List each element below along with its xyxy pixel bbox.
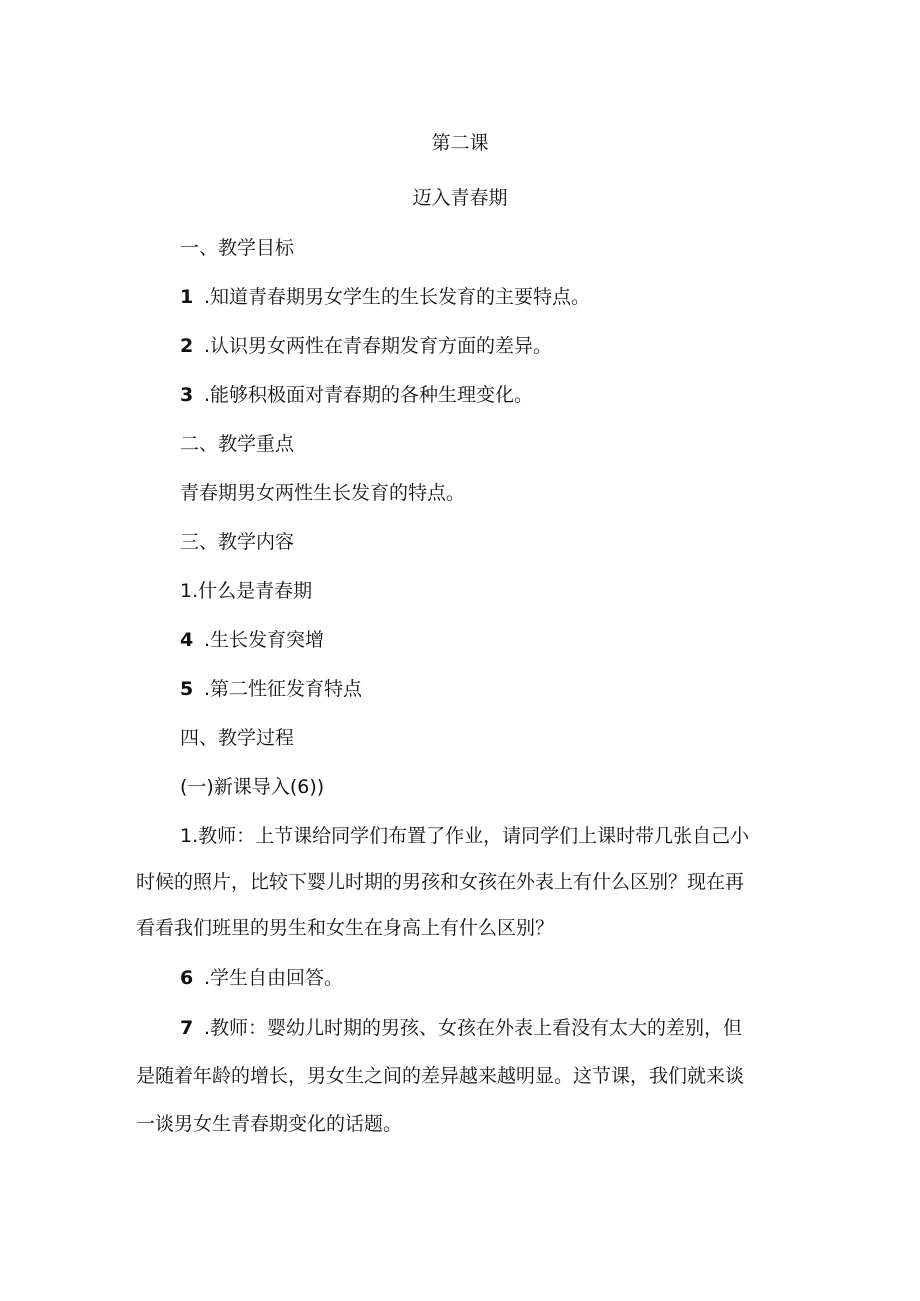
item-number: 1 [180, 286, 194, 308]
item-text: .生长发育突增 [204, 629, 325, 651]
item-number: 2 [180, 335, 194, 357]
content-item: 1.什么是青春期 [180, 580, 313, 602]
lesson-title: 第二课 [431, 132, 489, 154]
process-item [180, 1016, 742, 1040]
item-number: 7 [180, 1017, 194, 1039]
subsection-heading: (一)新课导入(6)) [180, 776, 325, 798]
objective-item [180, 334, 552, 358]
keypoints-text: 青春期男女两性生长发育的特点。 [180, 482, 466, 504]
section-heading-content: 三、教学内容 [180, 531, 295, 553]
content-item [180, 628, 324, 652]
item-text: .教师：婴幼儿时期的男孩、女孩在外表上看没有太大的差别，但 [204, 1017, 743, 1039]
section-heading-process: 四、教学过程 [180, 727, 295, 749]
item-number: 3 [180, 384, 194, 406]
paragraph-line: 1.教师：上节课给同学们布置了作业，请同学们上课时带几张自己小 [180, 825, 750, 847]
paragraph-line: 看看我们班里的男生和女生在身高上有什么区别？ [136, 917, 555, 939]
item-text: .第二性征发育特点 [204, 678, 363, 700]
content-item [180, 677, 362, 701]
item-number: 6 [180, 967, 194, 989]
paragraph-line: 是随着年龄的增长，男女生之间的差异越来越明显。这节课，我们就来谈 [136, 1065, 745, 1087]
item-text: .能够积极面对青春期的各种生理变化。 [204, 384, 534, 406]
item-number: 5 [180, 678, 194, 700]
item-text: .认识男女两性在青春期发育方面的差异。 [204, 335, 553, 357]
paragraph-line: 一谈男女生青春期变化的话题。 [136, 1113, 403, 1135]
item-text: .学生自由回答。 [204, 967, 344, 989]
item-number: 4 [180, 629, 194, 651]
objective-item [180, 383, 533, 407]
section-heading-keypoints: 二、教学重点 [180, 433, 295, 455]
process-item [180, 966, 343, 990]
section-heading-objectives: 一、教学目标 [180, 237, 295, 259]
objective-item [180, 285, 590, 309]
item-text: .知道青春期男女学生的生长发育的主要特点。 [204, 286, 591, 308]
lesson-subtitle: 迈入青春期 [412, 187, 508, 209]
paragraph-line: 时候的照片，比较下婴儿时期的男孩和女孩在外表上有什么区别？现在再 [136, 871, 745, 893]
